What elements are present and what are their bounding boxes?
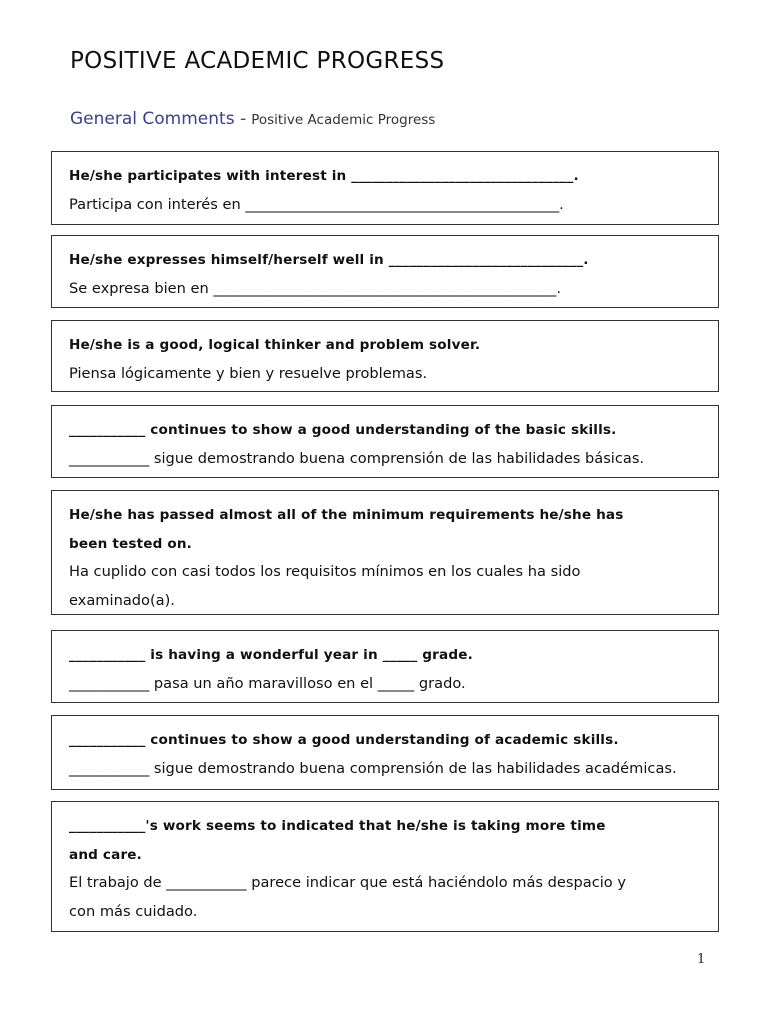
comment-box-logical-thinker — [51, 320, 719, 392]
section-subheading-label: Positive Academic Progress — [251, 112, 436, 128]
comment-english-line: ___________ continues to show a good understanding of the basic skills. — [69, 422, 617, 438]
page-number: 1 — [697, 952, 706, 967]
comment-english-line: ___________ is having a wonderful year in _____ grade. — [69, 647, 473, 663]
comment-spanish-line: ___________ sigue demostrando buena comprensión de las habilidades académicas. — [69, 759, 677, 777]
comment-english-line: He/she has passed almost all of the minimum requirements he/she has — [69, 507, 624, 523]
comment-spanish-line: Se expresa bien en _______________________________________________. — [69, 279, 561, 297]
comment-box-basic-skills — [51, 405, 719, 478]
section-heading-label: General Comments - — [70, 109, 247, 129]
page-title: POSITIVE ACADEMIC PROGRESS — [70, 48, 445, 74]
comment-spanish-line: Ha cuplido con casi todos los requisitos mínimos en los cuales ha sido — [69, 563, 581, 580]
comment-english-line: He/she is a good, logical thinker and problem solver. — [69, 337, 481, 353]
comment-box-participates — [51, 151, 719, 225]
comment-box-expresses — [51, 235, 719, 308]
comment-english-line: He/she participates with interest in ________________________________. — [69, 168, 579, 184]
comment-spanish-line: El trabajo de ___________ parece indicar que está haciéndolo más despacio y — [69, 874, 626, 891]
comment-english-line: ___________ continues to show a good understanding of academic skills. — [69, 732, 619, 748]
comment-box-wonderful-year — [51, 630, 719, 703]
comment-english-line: and care. — [69, 846, 142, 863]
comment-box-academic-skills — [51, 715, 719, 790]
comment-spanish-line: ___________ pasa un año maravilloso en el _____ grado. — [69, 674, 466, 692]
comment-spanish-line: Participa con interés en ___________________________________________. — [69, 195, 564, 213]
comment-box-more-time-and-care — [51, 801, 719, 932]
comment-spanish-line: ___________ sigue demostrando buena comprensión de las habilidades básicas. — [69, 449, 645, 467]
comment-spanish-line: examinado(a). — [69, 591, 175, 609]
comment-english-line: ___________'s work seems to indicated that he/she is taking more time — [69, 818, 606, 834]
comment-spanish-line: Piensa lógicamente y bien y resuelve problemas. — [69, 364, 428, 382]
comment-english-line: been tested on. — [69, 535, 193, 552]
comment-english-line: He/she expresses himself/herself well in ____________________________. — [69, 252, 589, 268]
comment-spanish-line: con más cuidado. — [69, 902, 198, 920]
comment-box-minimum-requirements — [51, 490, 719, 615]
section-heading — [70, 109, 435, 129]
